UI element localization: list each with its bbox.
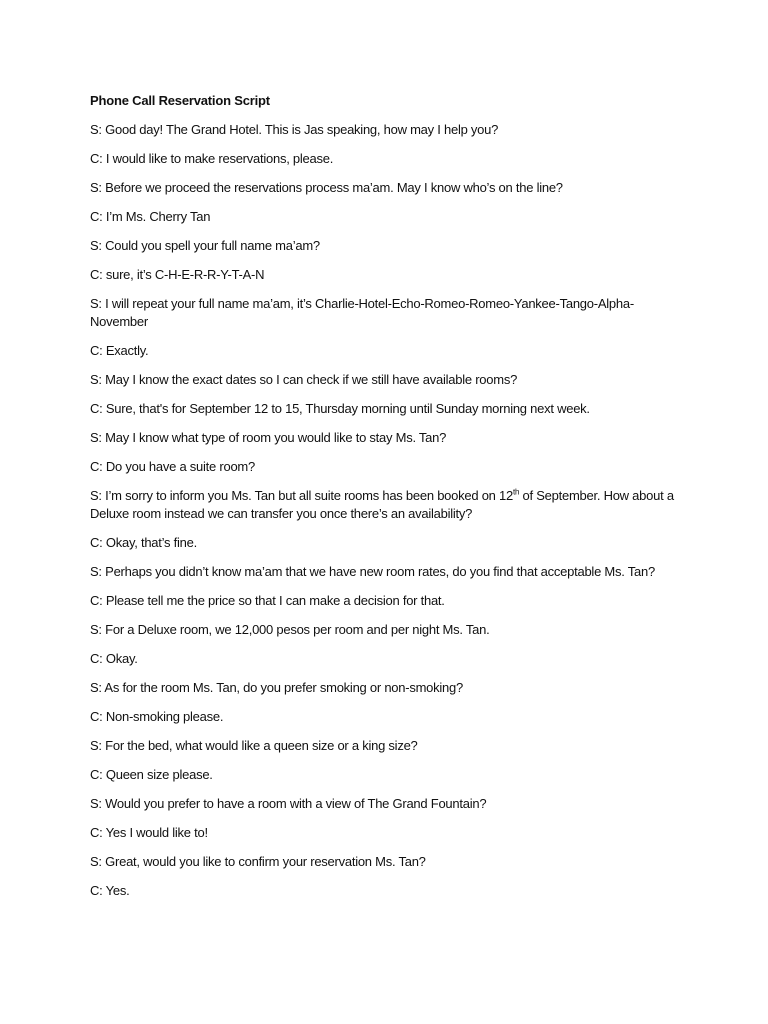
script-line [90, 487, 690, 523]
script-line: S: Good day! The Grand Hotel. This is Jas speaking, how may I help you? [90, 122, 499, 137]
script-line: S: For a Deluxe room, we 12,000 pesos per room and per night Ms. Tan. [90, 622, 490, 637]
script-line: S: Would you prefer to have a room with a view of The Grand Fountain? [90, 796, 487, 811]
script-line: S: I will repeat your full name ma’am, it’s Charlie-Hotel-Echo-Romeo-Romeo-Yankee-Tango-Alpha-November [90, 296, 634, 329]
script-line: C: I would like to make reservations, please. [90, 151, 334, 166]
ordinal-suffix: th [512, 487, 520, 497]
script-line: C: Do you have a suite room? [90, 459, 255, 474]
script-line: C: Yes. [90, 883, 130, 898]
script-line: S: As for the room Ms. Tan, do you prefer smoking or non-smoking? [90, 680, 463, 695]
document-page [90, 92, 690, 911]
script-line: C: Please tell me the price so that I can make a decision for that. [90, 593, 445, 608]
script-line: C: Non-smoking please. [90, 709, 224, 724]
script-line: S: For the bed, what would like a queen size or a king size? [90, 738, 418, 753]
script-line: C: sure, it’s C-H-E-R-R-Y-T-A-N [90, 267, 265, 282]
script-line: S: May I know what type of room you would like to stay Ms. Tan? [90, 430, 447, 445]
script-line: C: I’m Ms. Cherry Tan [90, 209, 211, 224]
script-line: S: May I know the exact dates so I can check if we still have available rooms? [90, 372, 518, 387]
script-line-text: of September. How about a Deluxe room instead we can transfer you once there’s an availability? [90, 488, 674, 521]
script-line: C: Sure, that's for September 12 to 15, Thursday morning until Sunday morning next week. [90, 401, 590, 416]
script-line: S: Before we proceed the reservations process ma’am. May I know who’s on the line? [90, 180, 563, 195]
script-line: C: Yes I would like to! [90, 825, 208, 840]
script-line-text: S: I’m sorry to inform you Ms. Tan but all suite rooms has been booked on 12 [90, 488, 513, 503]
script-line: C: Exactly. [90, 343, 149, 358]
script-line: S: Great, would you like to confirm your reservation Ms. Tan? [90, 854, 426, 869]
script-line: C: Queen size please. [90, 767, 213, 782]
script-line: S: Could you spell your full name ma’am? [90, 238, 320, 253]
script-line: S: Perhaps you didn’t know ma’am that we have new room rates, do you find that acceptable Ms. Tan? [90, 564, 655, 579]
document-title: Phone Call Reservation Script [90, 93, 270, 108]
script-line: C: Okay. [90, 651, 138, 666]
script-line: C: Okay, that’s fine. [90, 535, 197, 550]
